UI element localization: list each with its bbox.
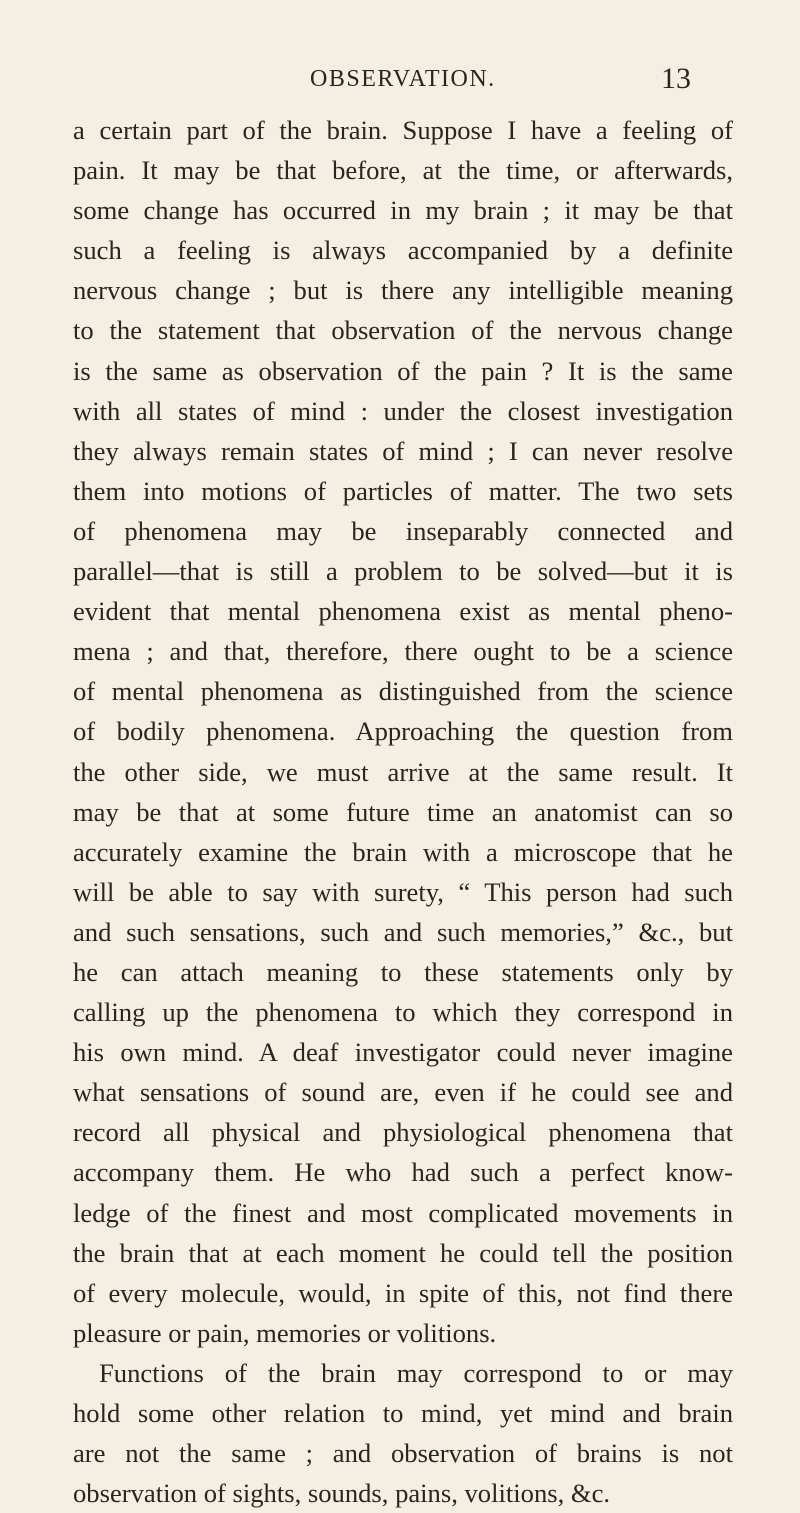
text-line: parallel—that is still a problem to be solved—but it is bbox=[73, 556, 733, 587]
text-line: with all states of mind : under the closest investigation bbox=[73, 395, 733, 426]
running-head: OBSERVATION. bbox=[310, 66, 496, 92]
text-line: his own mind. A deaf investigator could never imagine bbox=[73, 1037, 733, 1068]
text-line: them into motions of particles of matter. The two sets bbox=[73, 475, 733, 506]
text-line: evident that mental phenomena exist as mental pheno- bbox=[73, 596, 733, 627]
text-line: mena ; and that, therefore, there ought to be a science bbox=[73, 636, 733, 667]
page-number: 13 bbox=[661, 62, 691, 95]
paragraph-end-line: pleasure or pain, memories or volitions. bbox=[73, 1317, 497, 1348]
text-line: calling up the phenomena to which they correspond in bbox=[73, 997, 733, 1028]
text-line: may be that at some future time an anatomist can so bbox=[73, 796, 733, 827]
text-line: of phenomena may be inseparably connected and bbox=[73, 515, 733, 546]
paragraph-end-line: observation of sights, sounds, pains, volitions, &c. bbox=[73, 1478, 611, 1509]
text-line: the brain that at each moment he could tell the position bbox=[73, 1237, 733, 1268]
text-line: he can attach meaning to these statements only by bbox=[73, 956, 733, 987]
text-line: is the same as observation of the pain ? It is the same bbox=[73, 355, 733, 386]
text-line: to the statement that observation of the nervous change bbox=[73, 315, 733, 346]
text-line: ledge of the finest and most complicated movements in bbox=[73, 1197, 733, 1228]
text-line: of bodily phenomena. Approaching the question from bbox=[73, 716, 733, 747]
text-line: nervous change ; but is there any intelligible meaning bbox=[73, 275, 733, 306]
paragraph-start-line: Functions of the brain may correspond to or may bbox=[99, 1357, 733, 1388]
text-line: will be able to say with surety, “ This person had such bbox=[73, 876, 733, 907]
text-line: pain. It may be that before, at the time, or afterwards, bbox=[73, 155, 733, 186]
body-text bbox=[73, 110, 733, 1513]
text-line: the other side, we must arrive at the same result. It bbox=[73, 756, 733, 787]
text-line: accompany them. He who had such a perfect know- bbox=[73, 1157, 733, 1188]
text-line: hold some other relation to mind, yet mind and brain bbox=[73, 1398, 733, 1428]
text-line: record all physical and physiological phenomena that bbox=[73, 1117, 733, 1148]
text-line: accurately examine the brain with a microscope that he bbox=[73, 836, 733, 867]
text-line: of every molecule, would, in spite of this, not find there bbox=[73, 1277, 733, 1308]
text-line: what sensations of sound are, even if he could see and bbox=[73, 1077, 733, 1108]
text-line: and such sensations, such and such memories,” &c., but bbox=[73, 916, 733, 947]
page-header bbox=[0, 64, 800, 104]
text-line: such a feeling is always accompanied by a definite bbox=[73, 235, 733, 266]
text-line: they always remain states of mind ; I can never resolve bbox=[73, 435, 733, 466]
text-line: are not the same ; and observation of brains is not bbox=[73, 1438, 733, 1469]
text-line: of mental phenomena as distinguished from the science bbox=[73, 676, 733, 707]
text-line: a certain part of the brain. Suppose I have a feeling of bbox=[73, 115, 733, 145]
text-line: some change has occurred in my brain ; it may be that bbox=[73, 195, 733, 226]
